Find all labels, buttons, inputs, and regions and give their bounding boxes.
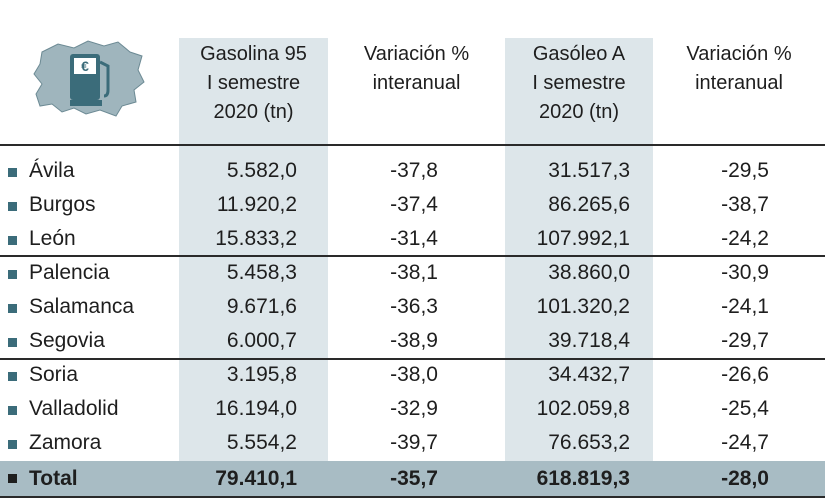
euro-symbol: €	[81, 58, 89, 74]
total-row	[0, 461, 825, 496]
province-name: Palencia	[29, 261, 110, 284]
table-row	[0, 324, 825, 358]
province-name: Zamora	[29, 431, 102, 454]
province-name: Burgos	[29, 193, 96, 216]
table-bottom-rule	[0, 496, 825, 498]
gasoleo-value: 107.992,1	[536, 227, 630, 250]
row-marker	[8, 202, 17, 211]
gasolina-variation: -32,9	[390, 397, 438, 420]
gasoleo-value: 101.320,2	[536, 295, 630, 318]
total-var-gasoleo: -28,0	[721, 467, 769, 490]
province-name: Salamanca	[29, 295, 135, 318]
gasoleo-value: 38.860,0	[548, 261, 630, 284]
total-label: Total	[29, 467, 78, 490]
gasoleo-variation: -29,5	[721, 159, 769, 182]
gasoleo-variation: -24,1	[721, 295, 769, 318]
header-divider	[0, 144, 825, 146]
table-row	[0, 392, 825, 426]
table-row	[0, 358, 825, 392]
row-marker	[8, 168, 17, 177]
gasolina-variation: -38,0	[390, 363, 438, 386]
gasolina-variation: -37,4	[390, 193, 438, 216]
province-name: Ávila	[29, 159, 75, 182]
total-gasoleo: 618.819,3	[536, 467, 630, 490]
gasolina-variation: -38,1	[390, 261, 438, 284]
row-marker	[8, 372, 17, 381]
gasolina-value: 5.582,0	[226, 159, 297, 182]
gasolina-variation: -31,4	[390, 227, 438, 250]
gasolina-value: 6.000,7	[226, 329, 297, 352]
gasolina-variation: -37,8	[390, 159, 438, 182]
gasolina-value: 16.194,0	[215, 397, 297, 420]
gasolina-variation: -38,9	[390, 329, 438, 352]
gasoleo-value: 34.432,7	[548, 363, 630, 386]
fuel-pump-map-icon	[30, 38, 146, 118]
gasoleo-value: 86.265,6	[548, 193, 630, 216]
row-marker	[8, 236, 17, 245]
total-marker	[8, 474, 17, 483]
header-gasolina: Gasolina 95 I semestre 2020 (tn)	[200, 43, 307, 123]
gasoleo-variation: -24,2	[721, 227, 769, 250]
gasoleo-variation: -24,7	[721, 431, 769, 454]
gasolina-value: 11.920,2	[216, 193, 297, 216]
total-gasolina: 79.410,1	[215, 467, 297, 490]
province-name: Soria	[29, 363, 79, 386]
table-body	[0, 154, 825, 460]
gasolina-value: 9.671,6	[226, 295, 297, 318]
gasoleo-variation: -29,7	[721, 329, 769, 352]
table-row	[0, 154, 825, 188]
province-name: Segovia	[29, 329, 105, 352]
row-marker	[8, 304, 17, 313]
gasolina-value: 15.833,2	[215, 227, 297, 250]
gasoleo-variation: -26,6	[721, 363, 769, 386]
gasoleo-variation: -25,4	[721, 397, 769, 420]
gasolina-value: 3.195,8	[226, 363, 297, 386]
gasolina-variation: -39,7	[390, 431, 438, 454]
gasoleo-value: 31.517,3	[548, 159, 630, 182]
table-row	[0, 290, 825, 324]
table-row	[0, 222, 825, 256]
total-var-gasolina: -35,7	[390, 467, 438, 490]
table-row	[0, 256, 825, 290]
row-marker	[8, 270, 17, 279]
table-row	[0, 188, 825, 222]
header-var-gasolina: Variación % interanual	[363, 43, 470, 94]
header-gasoleo: Gasóleo A I semestre 2020 (tn)	[532, 43, 626, 123]
gasoleo-value: 102.059,8	[536, 397, 630, 420]
row-marker	[8, 406, 17, 415]
gasoleo-value: 39.718,4	[548, 329, 630, 352]
gasolina-variation: -36,3	[390, 295, 438, 318]
gasoleo-variation: -38,7	[721, 193, 769, 216]
row-marker	[8, 440, 17, 449]
gasolina-value: 5.458,3	[226, 261, 297, 284]
gasoleo-value: 76.653,2	[548, 431, 630, 454]
header-var-gasoleo: Variación % interanual	[686, 43, 792, 94]
gasoleo-variation: -30,9	[721, 261, 769, 284]
table-row	[0, 426, 825, 460]
province-name: Valladolid	[29, 397, 119, 420]
gasolina-value: 5.554,2	[226, 431, 297, 454]
row-marker	[8, 338, 17, 347]
province-name: León	[29, 227, 76, 250]
